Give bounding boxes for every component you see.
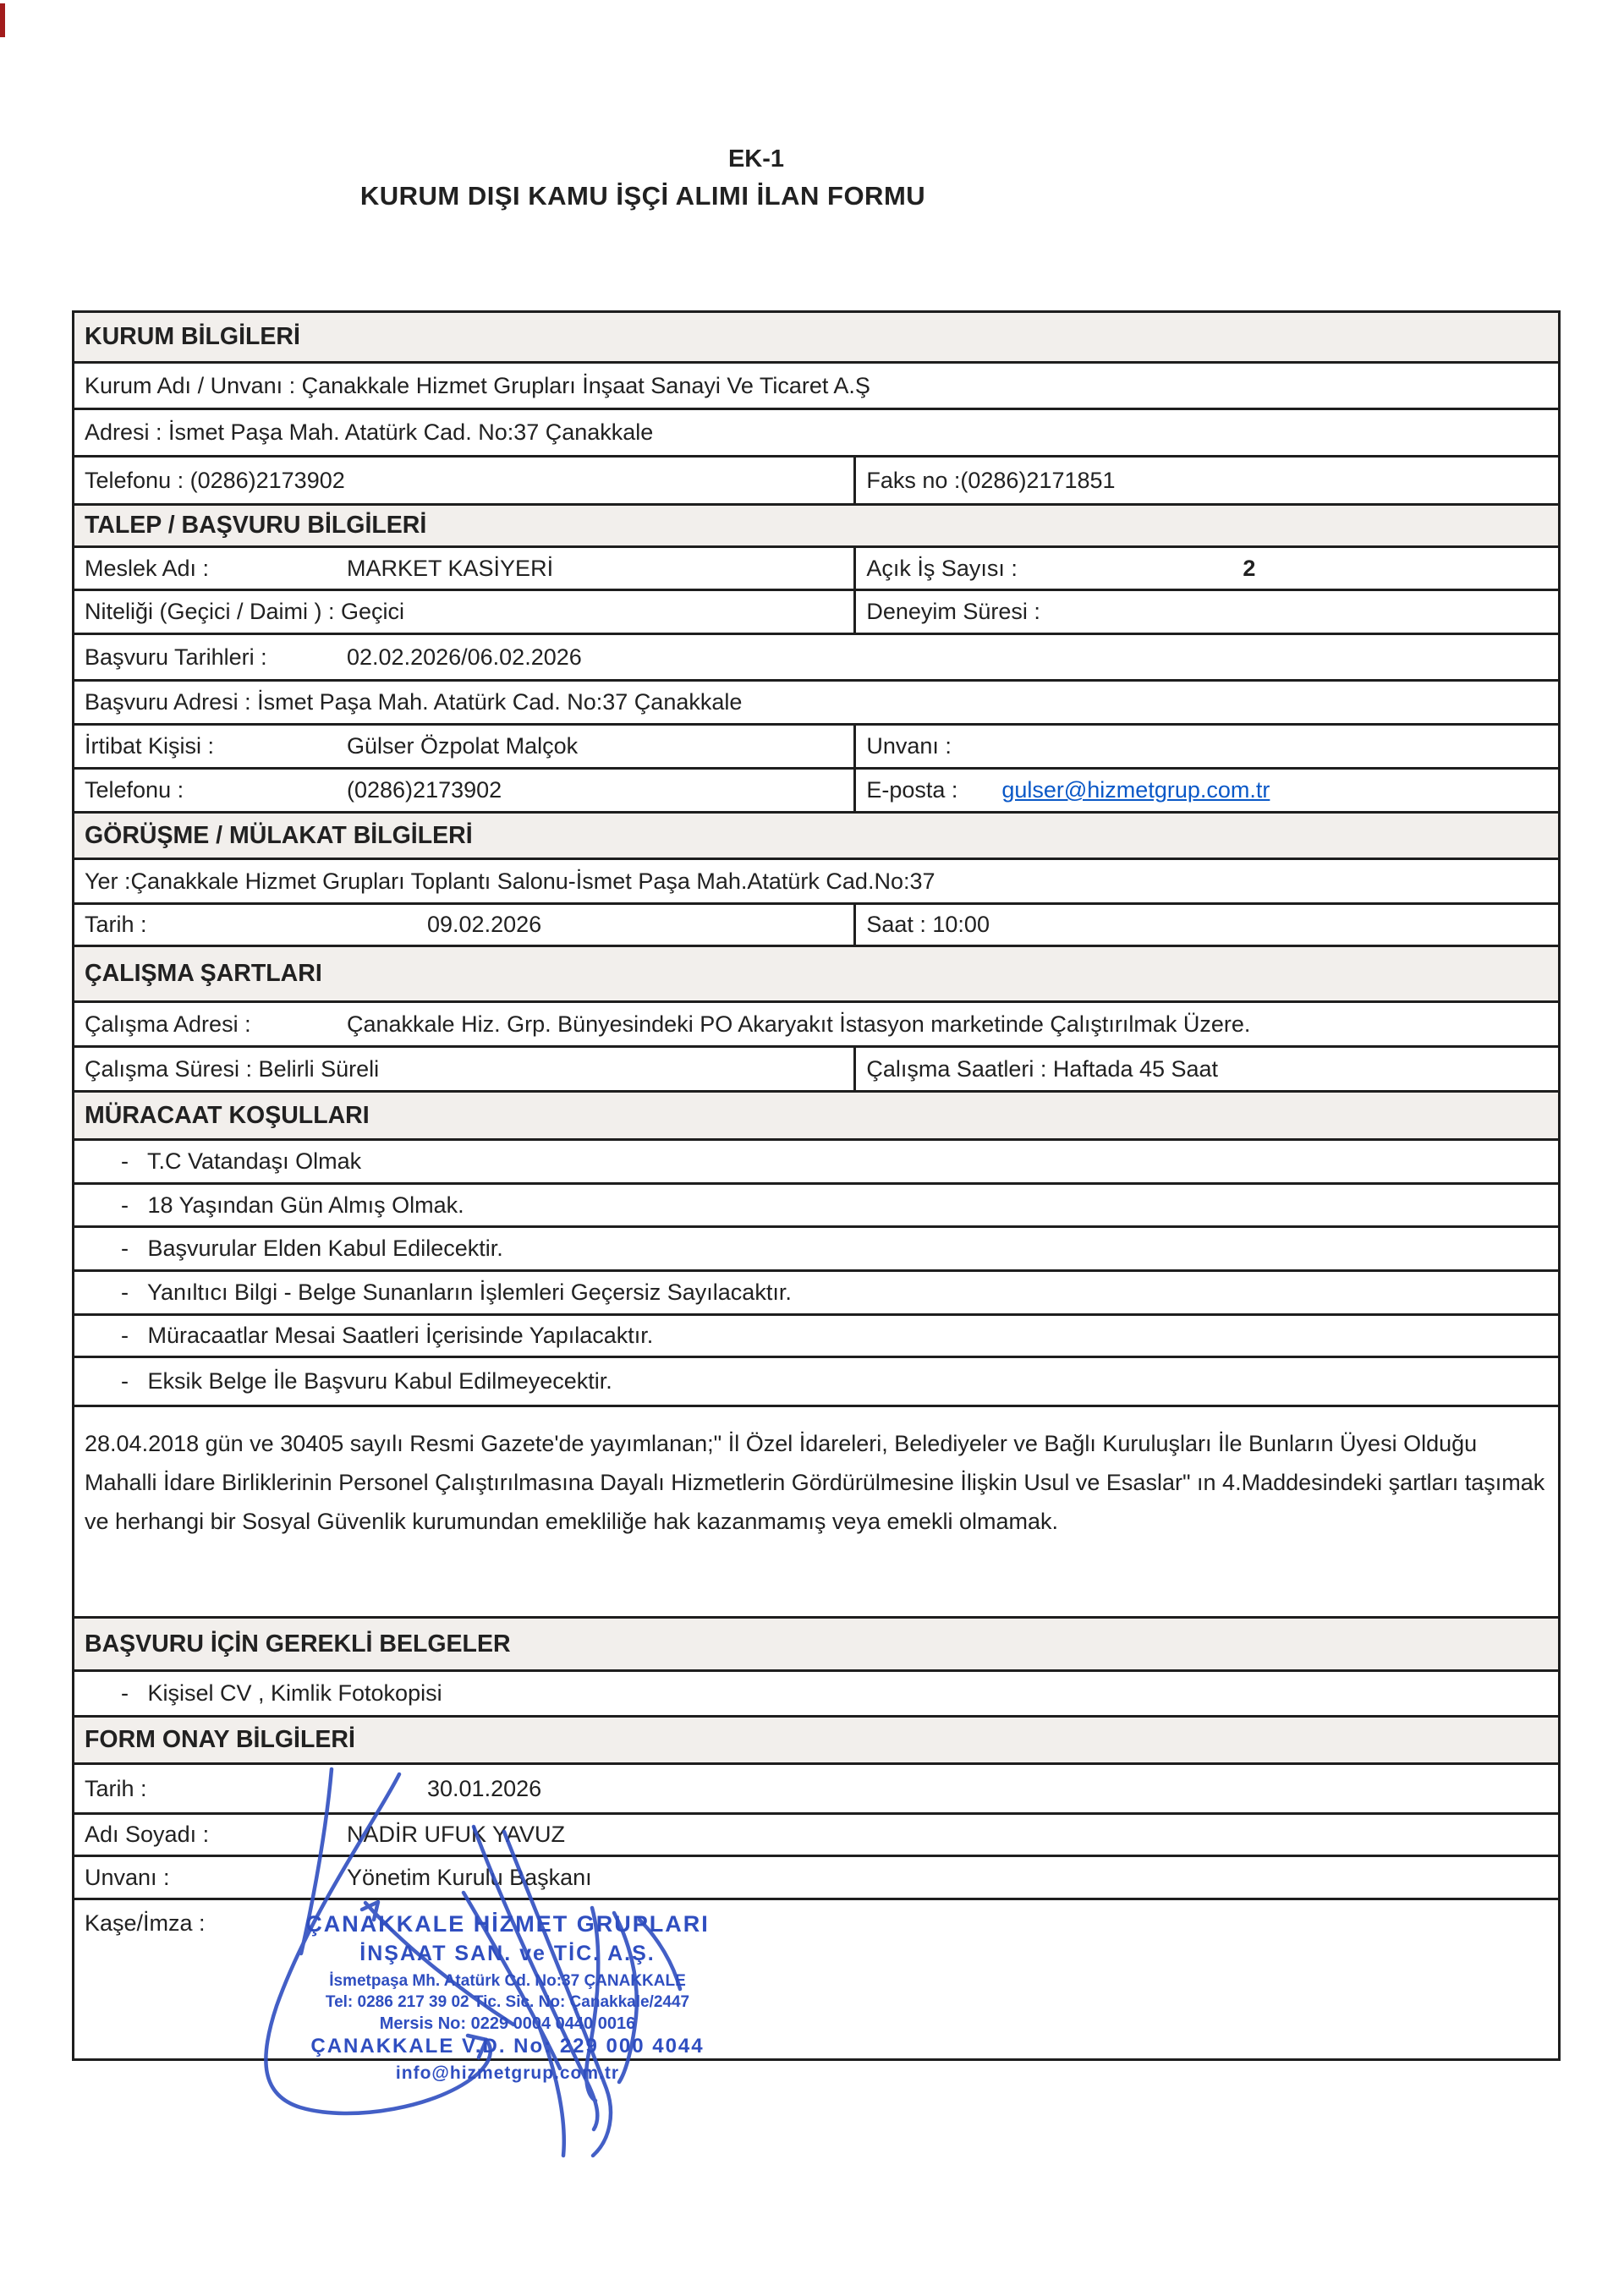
kase-imza-label: Kaşe/İmza : bbox=[85, 1910, 206, 1936]
muracaat-item-5: - Müracaatlar Mesai Saatleri İçerisinde Yapılacaktır. bbox=[121, 1323, 654, 1348]
niteligi-deneyim-row bbox=[74, 591, 1558, 635]
onay-adsoyad-value: NADİR UFUK YAVUZ bbox=[347, 1822, 566, 1847]
section-header-muracaat-kosullari bbox=[74, 1093, 1558, 1141]
muracaat-item-row bbox=[74, 1316, 1558, 1358]
kurum-adresi-row bbox=[74, 410, 1558, 458]
stamp-company-type: İNŞAAT SAN. ve TİC. A.Ş. bbox=[359, 1942, 656, 1965]
calisma-suresi-text: Çalışma Süresi : Belirli Süreli bbox=[85, 1055, 380, 1082]
gorusme-tarih-saat-row bbox=[74, 905, 1558, 947]
kurum-telefon-text: Telefonu : (0286)2173902 bbox=[85, 467, 345, 493]
onay-adsoyad-row bbox=[74, 1815, 1558, 1857]
muracaat-item-row bbox=[74, 1272, 1558, 1316]
muracaat-item-6: - Eksik Belge İle Başvuru Kabul Edilmeyecektir. bbox=[121, 1368, 612, 1394]
kurum-adresi-text: Adresi : İsmet Paşa Mah. Atatürk Cad. No:37 Çanakkale bbox=[85, 419, 654, 445]
meslek-adi-value: MARKET KASİYERİ bbox=[347, 555, 554, 581]
section-title-talep: TALEP / BAŞVURU BİLGİLERİ bbox=[85, 512, 427, 539]
kurum-adi-text: Kurum Adı / Unvanı : Çanakkale Hizmet Grupları İnşaat Sanayi Ve Ticaret A.Ş bbox=[85, 372, 870, 398]
acik-is-sayisi-label: Açık İş Sayısı : bbox=[866, 555, 1018, 581]
muracaat-item-2: - 18 Yaşından Gün Almış Olmak. bbox=[121, 1192, 464, 1218]
section-title-belgeler: BAŞVURU İÇİN GEREKLİ BELGELER bbox=[85, 1630, 511, 1658]
niteligi-text: Niteliği (Geçici / Daimi ) : Geçici bbox=[85, 599, 405, 624]
basvuru-tarihleri-row bbox=[74, 635, 1558, 682]
calisma-adresi-label: Çalışma Adresi : bbox=[85, 1011, 251, 1037]
calisma-saatleri-text: Çalışma Saatleri : Haftada 45 Saat bbox=[866, 1055, 1219, 1082]
section-title-calisma: ÇALIŞMA ŞARTLARI bbox=[85, 960, 322, 987]
section-title-kurum: KURUM BİLGİLERİ bbox=[85, 323, 300, 350]
muracaat-item-1: - T.C Vatandaşı Olmak bbox=[121, 1148, 362, 1174]
scan-artifact-red-mark bbox=[0, 3, 5, 37]
section-header-talep-basvuru bbox=[74, 506, 1558, 548]
muracaat-paragraph-text: 28.04.2018 gün ve 30405 sayılı Resmi Gazete'de yayımlanan;" İl Özel İdareleri, Belediyeler ve Bağlı Kuruluşları İle Bunların Üyesi Olduğu Mahalli İdare Birliklerinin Personel Çalıştırılmasına Dayalı Hizmetlerin Gördürülmesine İlişkin Usul ve Esaslar" ın 4.Maddesindeki şartları taşımak ve herhangi bir Sosyal Güvenlik kurumundan emekliliğe hak kazanmamış veya emekli olmamak. bbox=[85, 1431, 1545, 1534]
muracaat-item-row bbox=[74, 1228, 1558, 1272]
section-title-gorusme: GÖRÜŞME / MÜLAKAT BİLGİLERİ bbox=[85, 821, 473, 849]
stamp-email: info@hizmetgrup.com.tr bbox=[395, 2063, 620, 2083]
onay-adsoyad-label: Adı Soyadı : bbox=[85, 1822, 210, 1847]
section-header-gorusme-mulakat bbox=[74, 814, 1558, 860]
section-header-form-onay bbox=[74, 1718, 1558, 1765]
muracaat-item-4: - Yanıltıcı Bilgi - Belge Sunanların İşlemleri Geçersiz Sayılacaktır. bbox=[121, 1280, 792, 1305]
meslek-acikis-row bbox=[74, 548, 1558, 591]
calisma-suresi-saatleri-row bbox=[74, 1048, 1558, 1093]
gorusme-tarih-label: Tarih : bbox=[85, 912, 147, 937]
form-annex-label: EK-1 bbox=[727, 145, 785, 173]
kurum-faks-text: Faks no :(0286)2171851 bbox=[866, 467, 1116, 493]
stamp-vergi-no: ÇANAKKALE V.D. No: 229 000 4044 bbox=[310, 2035, 705, 2058]
section-title-onay: FORM ONAY BİLGİLERİ bbox=[85, 1726, 355, 1753]
gorusme-tarih-value: 09.02.2026 bbox=[427, 912, 542, 937]
onay-tarih-value: 30.01.2026 bbox=[427, 1775, 542, 1801]
onay-tarih-row bbox=[74, 1765, 1558, 1815]
form-table bbox=[72, 310, 1561, 2061]
irtibat-telefon-value: (0286)2173902 bbox=[347, 777, 502, 803]
basvuru-tarihleri-value: 02.02.2026/06.02.2026 bbox=[347, 644, 582, 670]
section-header-kurum-bilgileri bbox=[74, 313, 1558, 364]
section-title-muracaat: MÜRACAAT KOŞULLARI bbox=[85, 1101, 370, 1129]
muracaat-item-row bbox=[74, 1141, 1558, 1185]
kurum-telefon-faks-row bbox=[74, 458, 1558, 506]
onay-tarih-label: Tarih : bbox=[85, 1775, 147, 1801]
stamp-address: İsmetpaşa Mh. Atatürk Cd. No:37 ÇANAKKALE bbox=[329, 1972, 686, 1990]
basvuru-adresi-text: Başvuru Adresi : İsmet Paşa Mah. Atatürk Cad. No:37 Çanakkale bbox=[85, 689, 743, 715]
acik-is-sayisi-value: 2 bbox=[1243, 555, 1256, 581]
irtibat-unvani-label: Unvanı : bbox=[866, 733, 952, 759]
deneyim-suresi-label: Deneyim Süresi : bbox=[866, 599, 1040, 624]
calisma-adresi-row bbox=[74, 1003, 1558, 1048]
section-header-calisma-sartlari bbox=[74, 947, 1558, 1003]
belgeler-item-row bbox=[74, 1672, 1558, 1718]
onay-unvan-row bbox=[74, 1857, 1558, 1900]
gorusme-saat-text: Saat : 10:00 bbox=[866, 912, 990, 937]
irtibat-telefon-label: Telefonu : bbox=[85, 777, 184, 803]
muracaat-item-row bbox=[74, 1185, 1558, 1228]
onay-kase-imza-row bbox=[74, 1900, 1558, 2058]
muracaat-item-row bbox=[74, 1358, 1558, 1407]
telefon-eposta-row bbox=[74, 770, 1558, 814]
muracaat-item-3: - Başvurular Elden Kabul Edilecektir. bbox=[121, 1236, 503, 1261]
basvuru-adresi-row bbox=[74, 682, 1558, 726]
gorusme-yer-row bbox=[74, 860, 1558, 905]
form-title: KURUM DIŞI KAMU İŞÇİ ALIMI İLAN FORMU bbox=[359, 181, 926, 211]
eposta-link[interactable]: gulser@hizmetgrup.com.tr bbox=[1001, 777, 1270, 803]
onay-unvan-label: Unvanı : bbox=[85, 1864, 170, 1890]
irtibat-kisisi-value: Gülser Özpolat Malçok bbox=[347, 733, 579, 759]
muracaat-paragraph-row bbox=[74, 1407, 1558, 1619]
calisma-adresi-value: Çanakkale Hiz. Grp. Bünyesindeki PO Akaryakıt İstasyon marketinde Çalıştırılmak Üzere. bbox=[347, 1011, 1251, 1037]
onay-unvan-value: Yönetim Kurulu Başkanı bbox=[347, 1864, 592, 1890]
kurum-adi-row bbox=[74, 364, 1558, 410]
irtibat-unvani-row bbox=[74, 726, 1558, 770]
gorusme-yer-text: Yer :Çanakkale Hizmet Grupları Toplantı Salonu-İsmet Paşa Mah.Atatürk Cad.No:37 bbox=[85, 868, 935, 894]
stamp-company-name: ÇANAKKALE HİZMET GRUPLARI bbox=[305, 1911, 710, 1937]
meslek-adi-label: Meslek Adı : bbox=[85, 555, 210, 581]
stamp-mersis-no: Mersis No: 0229 0004 0440 0016 bbox=[379, 2014, 636, 2033]
eposta-label: E-posta : bbox=[866, 777, 958, 803]
stamp-tel-sicil: Tel: 0286 217 39 02 Tic. Sic. No: Çanakkale/2447 bbox=[325, 1993, 690, 2011]
section-header-gerekli-belgeler bbox=[74, 1619, 1558, 1672]
basvuru-tarihleri-label: Başvuru Tarihleri : bbox=[85, 644, 267, 670]
belgeler-item-1: - Kişisel CV , Kimlik Fotokopisi bbox=[121, 1680, 442, 1706]
irtibat-kisisi-label: İrtibat Kişisi : bbox=[85, 733, 215, 759]
